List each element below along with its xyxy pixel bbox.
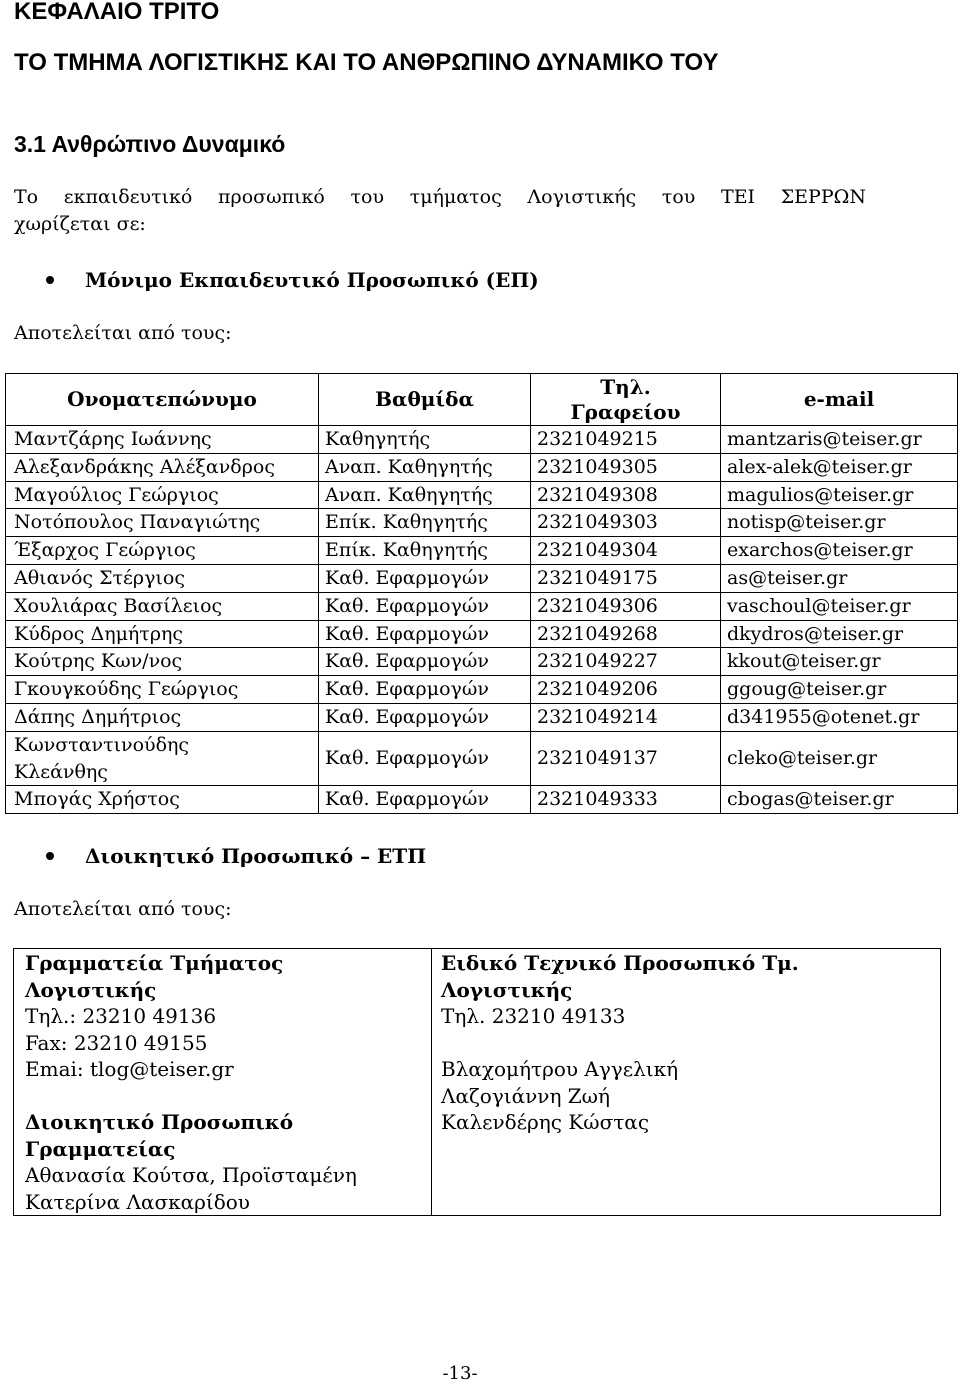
bullet-icon bbox=[46, 276, 54, 284]
table-row bbox=[6, 481, 958, 509]
name-text: Κωνσταντινούδης Κλεάνθης bbox=[14, 733, 190, 783]
name-cell bbox=[6, 564, 319, 592]
rank-cell bbox=[319, 592, 531, 620]
phone-text: 2321049303 bbox=[537, 511, 658, 534]
staff-member: Καλενδέρης Κώστας bbox=[441, 1110, 650, 1134]
name-text: Κούτρης Κων/νος bbox=[14, 650, 183, 673]
staff-member: Βλαχομήτρου Αγγελική bbox=[441, 1057, 679, 1081]
phone-cell bbox=[531, 786, 721, 814]
table-row bbox=[6, 676, 958, 704]
table-row bbox=[6, 592, 958, 620]
email-cell bbox=[721, 564, 958, 592]
name-text: Έξαρχος Γεώργιος bbox=[14, 539, 196, 562]
phone-cell bbox=[531, 592, 721, 620]
table-row bbox=[6, 453, 958, 481]
email-text: mantzaris@teiser.gr bbox=[727, 428, 922, 450]
teaching-staff-consists-of: Αποτελείται από τους: bbox=[14, 322, 232, 344]
phone-cell bbox=[531, 426, 721, 454]
phone-cell bbox=[531, 509, 721, 537]
name-cell bbox=[6, 481, 319, 509]
email-cell bbox=[721, 509, 958, 537]
email-cell bbox=[721, 620, 958, 648]
email-cell bbox=[721, 537, 958, 565]
name-text: Μπογάς Χρήστος bbox=[14, 788, 180, 811]
rank-text: Καθ. Εφαρμογών bbox=[325, 678, 489, 701]
phone-cell bbox=[531, 537, 721, 565]
staff-member: Λαζογιάννη Ζωή bbox=[441, 1083, 610, 1108]
table-row bbox=[6, 648, 958, 676]
email-text: magulios@teiser.gr bbox=[727, 483, 914, 506]
chapter-heading: ΚΕΦΑΛΑΙΟ ΤΡΙΤΟ bbox=[14, 0, 220, 25]
department-heading: ΤΟ ΤΜΗΜΑ ΛΟΓΙΣΤΙΚΗΣ ΚΑΙ ΤΟ ΑΝΘΡΩΠΙΝΟ ΔΥΝΑΜΙΚΟ ΤΟΥ bbox=[14, 49, 719, 76]
table-row bbox=[6, 509, 958, 537]
name-cell bbox=[6, 786, 319, 814]
rank-cell bbox=[319, 426, 531, 454]
email-text: as@teiser.gr bbox=[727, 566, 848, 589]
name-cell bbox=[6, 620, 319, 648]
name-text: Χουλιάρας Βασίλειος bbox=[14, 594, 223, 617]
email-text: dkydros@teiser.gr bbox=[727, 622, 904, 645]
rank-cell bbox=[319, 786, 531, 814]
email-text: vaschoul@teiser.gr bbox=[727, 594, 911, 617]
email-cell bbox=[721, 731, 958, 786]
header-row bbox=[6, 374, 958, 426]
column-header-name: Ονοματεπώνυμο bbox=[6, 374, 319, 426]
phone-text: 2321049206 bbox=[537, 678, 658, 701]
rank-cell bbox=[319, 676, 531, 704]
phone-cell bbox=[531, 676, 721, 704]
administrative-staff-table bbox=[13, 948, 941, 1216]
bullet-icon bbox=[46, 852, 54, 860]
table-row bbox=[6, 426, 958, 454]
rank-text: Αναπ. Καθηγητής bbox=[325, 483, 493, 506]
email-text: notisp@teiser.gr bbox=[727, 511, 886, 534]
phone-text: 2321049333 bbox=[537, 788, 658, 811]
staff-member: Αθανασία Κούτσα, Προϊσταμένη bbox=[25, 1163, 357, 1187]
teaching-staff-bullet: Μόνιμο Εκπαιδευτικό Προσωπικό (ΕΠ) bbox=[85, 268, 539, 292]
rank-cell bbox=[319, 648, 531, 676]
rank-text: Επίκ. Καθηγητής bbox=[325, 511, 488, 534]
email-cell bbox=[721, 703, 958, 731]
phone-text: 2321049137 bbox=[537, 747, 658, 770]
phone-cell bbox=[531, 620, 721, 648]
staff-member: Κατερίνα Λασκαρίδου bbox=[25, 1189, 250, 1214]
rank-cell bbox=[319, 509, 531, 537]
table-header bbox=[6, 374, 958, 426]
rank-cell bbox=[319, 703, 531, 731]
table-row bbox=[6, 564, 958, 592]
phone-text: 2321049215 bbox=[537, 428, 658, 450]
phone-cell bbox=[531, 731, 721, 786]
phone-cell bbox=[531, 564, 721, 592]
secretariat-fax: Fax: 23210 49155 bbox=[25, 1030, 208, 1055]
spacer bbox=[25, 1083, 431, 1110]
rank-text: Καθ. Εφαρμογών bbox=[325, 594, 489, 617]
rank-text: Καθηγητής bbox=[325, 428, 431, 450]
name-text: Γκουγκούδης Γεώργιος bbox=[14, 678, 239, 701]
administrative-staff-bullet: Διοικητικό Προσωπικό – ΕΤΠ bbox=[85, 844, 427, 868]
column-header-email: e-mail bbox=[721, 374, 958, 426]
table-row bbox=[6, 786, 958, 814]
table-row bbox=[6, 620, 958, 648]
email-cell bbox=[721, 786, 958, 814]
column-header-phone bbox=[531, 374, 721, 426]
email-cell bbox=[721, 592, 958, 620]
name-cell bbox=[6, 509, 319, 537]
email-cell bbox=[721, 481, 958, 509]
page-number: -13- bbox=[442, 1363, 478, 1384]
phone-text: 2321049308 bbox=[537, 483, 658, 506]
administrative-staff-consists-of: Αποτελείται από τους: bbox=[14, 898, 232, 920]
email-text: exarchos@teiser.gr bbox=[727, 539, 913, 562]
name-text: Δάπης Δημήτριος bbox=[14, 705, 182, 728]
rank-text: Καθ. Εφαρμογών bbox=[325, 566, 489, 589]
name-text: Μαντζάρης Ιωάννης bbox=[14, 428, 212, 450]
secretariat-subheading: Διοικητικό Προσωπικό Γραμματείας bbox=[25, 1110, 294, 1161]
rank-text: Καθ. Εφαρμογών bbox=[325, 747, 489, 770]
phone-cell bbox=[531, 703, 721, 731]
rank-text: Επίκ. Καθηγητής bbox=[325, 539, 488, 562]
name-cell bbox=[6, 426, 319, 454]
rank-text: Καθ. Εφαρμογών bbox=[325, 788, 489, 811]
spacer bbox=[441, 1030, 940, 1057]
rank-text: Καθ. Εφαρμογών bbox=[325, 705, 489, 728]
technical-staff-cell bbox=[432, 949, 940, 1215]
email-text: cbogas@teiser.gr bbox=[727, 788, 894, 811]
name-text: Αλεξανδράκης Αλέξανδρος bbox=[14, 455, 275, 478]
name-cell bbox=[6, 676, 319, 704]
name-cell bbox=[6, 537, 319, 565]
table-row bbox=[6, 537, 958, 565]
name-text: Νοτόπουλος Παναγιώτης bbox=[14, 511, 261, 534]
name-cell bbox=[6, 731, 319, 786]
table-row bbox=[6, 731, 958, 786]
phone-text: 2321049306 bbox=[537, 594, 658, 617]
technical-staff-phone: Τηλ. 23210 49133 bbox=[441, 1004, 626, 1028]
rank-text: Αναπ. Καθηγητής bbox=[325, 455, 493, 478]
email-cell bbox=[721, 426, 958, 454]
secretariat-heading: Γραμματεία Τμήματος Λογιστικής bbox=[25, 951, 284, 1002]
email-cell bbox=[721, 648, 958, 676]
intro-paragraph bbox=[14, 184, 866, 238]
column-header-rank: Βαθμίδα bbox=[319, 374, 531, 426]
rank-cell bbox=[319, 537, 531, 565]
name-text: Αθιανός Στέργιος bbox=[14, 566, 185, 589]
intro-line-2: χωρίζεται σε: bbox=[14, 213, 146, 235]
rank-cell bbox=[319, 564, 531, 592]
secretariat-email: Emai: tlog@teiser.gr bbox=[25, 1057, 234, 1081]
email-text: d341955@otenet.gr bbox=[727, 705, 920, 728]
phone-text: 2321049268 bbox=[537, 622, 658, 645]
rank-cell bbox=[319, 620, 531, 648]
secretariat-cell bbox=[14, 949, 432, 1215]
name-cell bbox=[6, 592, 319, 620]
email-text: cleko@teiser.gr bbox=[727, 747, 878, 770]
rank-cell bbox=[319, 731, 531, 786]
rank-cell bbox=[319, 453, 531, 481]
phone-cell bbox=[531, 648, 721, 676]
phone-cell bbox=[531, 453, 721, 481]
phone-text: 2321049214 bbox=[537, 705, 658, 728]
rank-text: Καθ. Εφαρμογών bbox=[325, 622, 489, 645]
name-text: Κύδρος Δημήτρης bbox=[14, 622, 184, 645]
table-row bbox=[6, 703, 958, 731]
name-cell bbox=[6, 648, 319, 676]
table-body bbox=[6, 426, 958, 814]
intro-line-1: Το εκπαιδευτικό προσωπικό του τμήματος Λογιστικής του ΤΕΙ ΣΕΡΡΩΝ bbox=[14, 186, 866, 208]
rank-cell bbox=[319, 481, 531, 509]
rank-text: Καθ. Εφαρμογών bbox=[325, 650, 489, 673]
phone-text: 2321049175 bbox=[537, 566, 658, 589]
phone-text: 2321049305 bbox=[537, 455, 658, 478]
email-text: ggoug@teiser.gr bbox=[727, 678, 887, 701]
email-text: alex-alek@teiser.gr bbox=[727, 455, 912, 478]
section-heading: 3.1 Ανθρώπινο Δυναμικό bbox=[14, 131, 286, 157]
name-cell bbox=[6, 453, 319, 481]
secretariat-phone: Τηλ.: 23210 49136 bbox=[25, 1004, 217, 1028]
teaching-staff-table bbox=[5, 373, 958, 814]
phone-cell bbox=[531, 481, 721, 509]
phone-text: 2321049227 bbox=[537, 650, 658, 673]
technical-staff-heading: Ειδικό Τεχνικό Προσωπικό Τμ. Λογιστικής bbox=[441, 951, 799, 1002]
email-cell bbox=[721, 676, 958, 704]
phone-text: 2321049304 bbox=[537, 539, 658, 562]
name-text: Μαγούλιος Γεώργιος bbox=[14, 483, 219, 506]
name-cell bbox=[6, 703, 319, 731]
column-header-phone-label: Τηλ. Γραφείου bbox=[570, 374, 681, 424]
email-text: kkout@teiser.gr bbox=[727, 650, 881, 673]
email-cell bbox=[721, 453, 958, 481]
